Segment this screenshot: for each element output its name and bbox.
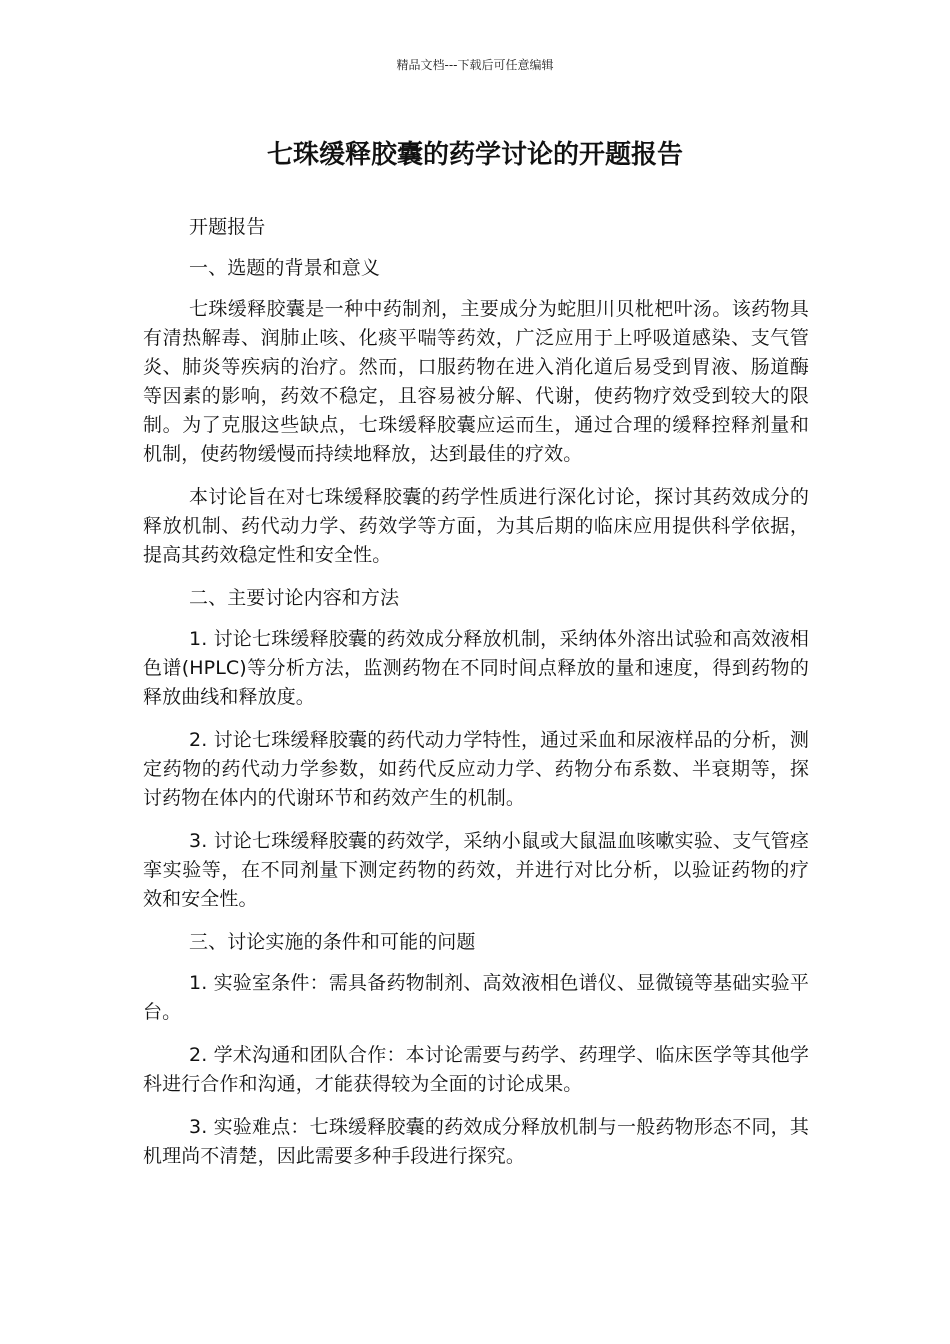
- paragraph-condition-1: 1. 实验室条件：需具备药物制剂、高效液相色谱仪、显微镜等基础实验平台。: [143, 972, 809, 1023]
- paragraph-method-2: 2. 讨论七珠缓释胶囊的药代动力学特性，通过采血和尿液样品的分析，测定药物的药代动力学参数，如药代反应动力学、药物分布系数、半衰期等，探讨药物在体内的代谢环节和药效产生的机制。: [143, 729, 809, 809]
- paragraph-method-1: 1. 讨论七珠缓释胶囊的药效成分释放机制，采纳体外溶出试验和高效液相色谱(HPLC)等分析方法，监测药物在不同时间点释放的量和速度，得到药物的释放曲线和释放度。: [143, 628, 809, 708]
- paragraph-purpose: 本讨论旨在对七珠缓释胶囊的药学性质进行深化讨论，探讨其药效成分的释放机制、药代动力学、药效学等方面，为其后期的临床应用提供科学依据，提高其药效稳定性和安全性。: [143, 486, 809, 566]
- section-heading-content-methods: 二、主要讨论内容和方法: [189, 587, 400, 609]
- section-label-report: 开题报告: [189, 216, 266, 238]
- section-heading-conditions: 三、讨论实施的条件和可能的问题: [189, 931, 476, 953]
- section-heading-background: 一、选题的背景和意义: [189, 257, 381, 279]
- paragraph-condition-3: 3. 实验难点：七珠缓释胶囊的药效成分释放机制与一般药物形态不同，其机理尚不清楚，因此需要多种手段进行探究。: [143, 1116, 809, 1167]
- document-title: 七珠缓释胶囊的药学讨论的开题报告: [266, 140, 683, 170]
- document-body: [143, 213, 809, 1185]
- paragraph-background: 七珠缓释胶囊是一种中药制剂，主要成分为蛇胆川贝枇杷叶汤。该药物具有清热解毒、润肺止咳、化痰平喘等药效，广泛应用于上呼吸道感染、支气管炎、肺炎等疾病的治疗。然而，口服药物在进入消化道后易受到胃液、肠道酶等因素的影响，药效不稳定，且容易被分解、代谢，使药物疗效受到较大的限制。为了克服这些缺点，七珠缓释胶囊应运而生，通过合理的缓释控释剂量和机制，使药物缓慢而持续地释放，达到最佳的疗效。: [143, 298, 809, 465]
- paragraph-condition-2: 2. 学术沟通和团队合作：本讨论需要与药学、药理学、临床医学等其他学科进行合作和沟通，才能获得较为全面的讨论成果。: [143, 1044, 809, 1095]
- page-header-note: 精品文档---下载后可任意编辑: [396, 58, 554, 72]
- paragraph-method-3: 3. 讨论七珠缓释胶囊的药效学，采纳小鼠或大鼠温血咳嗽实验、支气管痉挛实验等，在不同剂量下测定药物的药效，并进行对比分析，以验证药物的疗效和安全性。: [143, 830, 809, 910]
